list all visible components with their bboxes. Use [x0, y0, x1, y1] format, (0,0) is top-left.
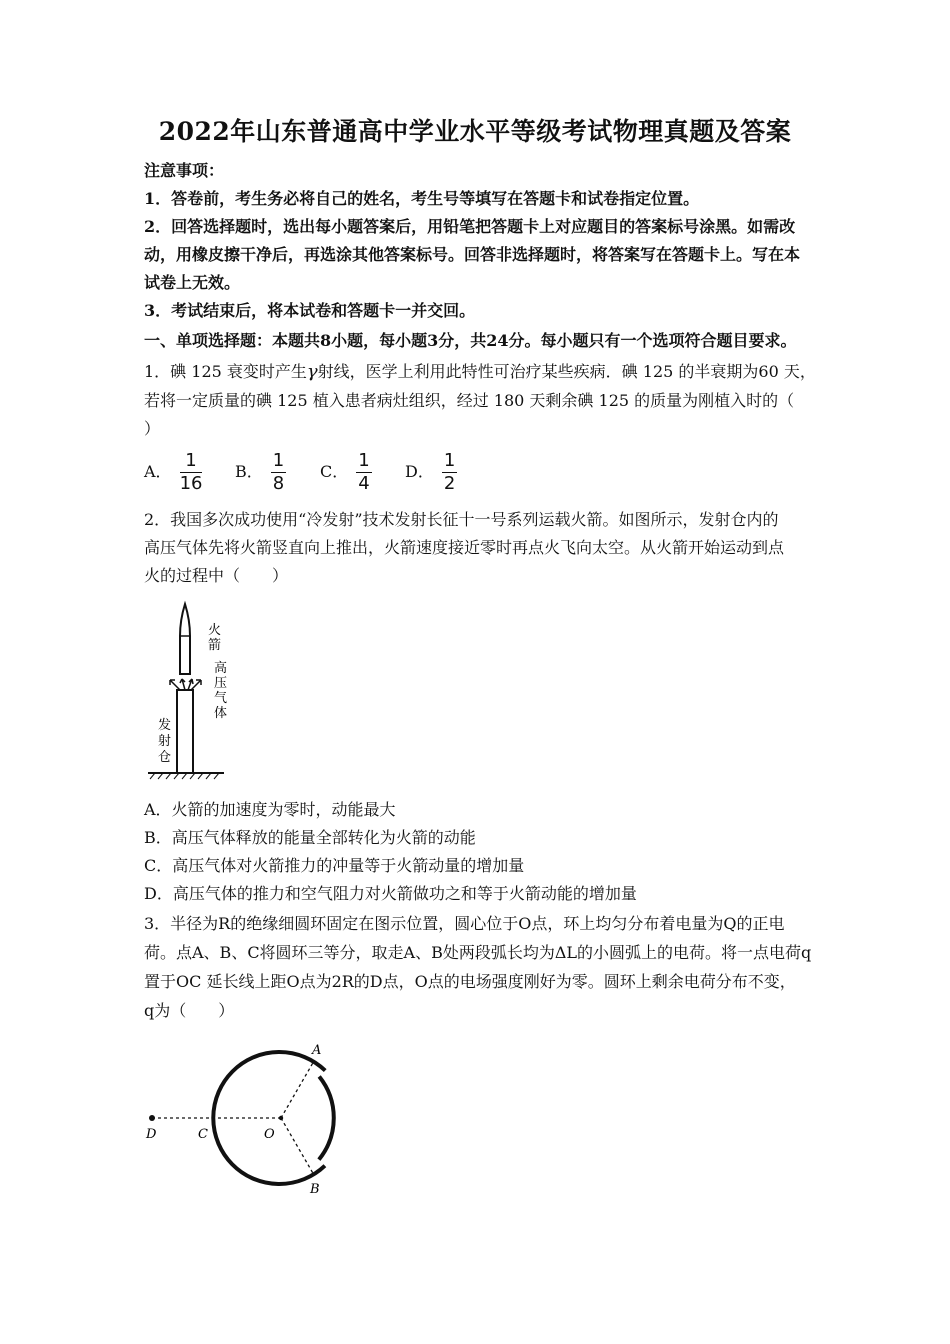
q2-option-c[interactable]: C．高压气体对火箭推力的冲量等于火箭动量的增加量: [144, 856, 525, 875]
q1-line-2: 若将一定质量的碘 125 植入患者病灶组织，经过 180 天剩余碘 125 的质量为刚植入时的（: [144, 391, 795, 410]
numerator: 1: [443, 450, 456, 471]
launch-silo: [177, 690, 193, 773]
label-a: A: [312, 1043, 322, 1058]
rocket-label-char: 火: [208, 623, 222, 638]
gas-label-char: 气: [214, 691, 228, 706]
numerator: 1: [358, 450, 370, 471]
gas-label-char: 压: [214, 676, 228, 691]
option-label: D．: [405, 462, 434, 481]
fraction: [356, 450, 371, 495]
rocket-launch-figure: [144, 596, 254, 780]
section-heading: 一、单项选择题：本题共8小题，每小题3分，共24分。每小题只有一个选项符合题目要求。: [144, 331, 797, 350]
q1-text-a: 1．碘 125 衰变时产生: [144, 362, 307, 381]
notes-item-2: 2．回答选择题时，选出每小题答案后，用铅笔把答题卡上对应题目的答案标号涂黑。如需改: [144, 217, 796, 236]
gas-label-char: 高: [214, 661, 228, 676]
rocket: [180, 604, 190, 674]
charged-ring-figure: [138, 1030, 358, 1206]
gas-arrows: [170, 679, 201, 690]
page-title: 2022年山东普通高中学业水平等级考试物理真题及答案: [158, 117, 792, 146]
q1-option-b[interactable]: [235, 450, 292, 495]
point-o: [279, 1116, 283, 1120]
q2-option-b[interactable]: B．高压气体释放的能量全部转化为火箭的动能: [144, 828, 476, 847]
gas-label-char: 体: [214, 706, 228, 721]
denominator: 8: [272, 473, 285, 494]
notes-item-1: 1．答卷前，考生务必将自己的姓名，考生号等填写在答题卡和试卷指定位置。: [144, 189, 700, 208]
option-label: A．: [144, 462, 172, 481]
q2-line-3: 火的过程中（ ）: [144, 566, 289, 585]
q3-line-4: q为（ ）: [144, 1001, 235, 1020]
q2-option-d[interactable]: D．高压气体的推力和空气阻力对火箭做功之和等于火箭动能的增加量: [144, 884, 637, 903]
q3-line-2: 荷。点A、B、C将圆环三等分，取走A、B处两段弧长均为ΔL的小圆弧上的电荷。将一点电荷q: [144, 943, 812, 962]
q2-line-2: 高压气体先将火箭竖直向上推出，火箭速度接近零时再点火飞向太空。从火箭开始运动到点: [144, 538, 785, 557]
gamma-symbol: γ: [306, 361, 318, 382]
q1-text-b: 射线，医学上利用此特性可治疗某些疾病．碘 125 的半衰期为60 天，: [317, 362, 816, 381]
radii: [152, 1061, 314, 1175]
notes-heading: 注意事项：: [144, 161, 225, 180]
label-o: O: [264, 1127, 275, 1142]
notes-item-2-cont: 动，用橡皮擦干净后，再选涂其他答案标号。回答非选择题时，将答案写在答题卡上。写在本: [144, 245, 801, 264]
label-b: B: [310, 1182, 320, 1197]
q2-option-a[interactable]: A．火箭的加速度为零时，动能最大: [144, 800, 396, 819]
numerator: 1: [272, 450, 285, 471]
numerator: 1: [180, 450, 203, 473]
rocket-label: [208, 622, 225, 653]
label-d: D: [146, 1127, 157, 1142]
q1-option-a[interactable]: [144, 450, 208, 495]
silo-label-char: 仓: [158, 750, 172, 765]
rocket-label-char: 箭: [208, 638, 222, 653]
point-d: [149, 1115, 155, 1121]
silo-label: [158, 718, 175, 765]
denominator: 2: [443, 473, 456, 494]
fraction: [271, 450, 286, 495]
q3-line-3: 置于OC 延长线上距O点为2R的D点，O点的电场强度刚好为零。圆环上剩余电荷分布不变，: [144, 972, 796, 991]
denominator: 16: [179, 473, 203, 494]
q1-line-1: [144, 358, 824, 386]
silo-label-char: 发: [158, 718, 172, 733]
q2-line-1: 2．我国多次成功使用“冷发射”技术发射长征十一号系列运载火箭。如图所示，发射仓内的: [144, 510, 779, 529]
gas-label: [214, 660, 231, 721]
silo-label-char: 射: [158, 734, 172, 749]
notes-item-3: 3．考试结束后，将本试卷和答题卡一并交回。: [144, 301, 476, 320]
q3-line-1: 3．半径为R的绝缘细圆环固定在图示位置，圆心位于O点，环上均匀分布着电量为Q的正电: [144, 914, 785, 933]
ring-arc-right: [319, 1077, 334, 1160]
option-label: C．: [320, 462, 349, 481]
label-c: C: [198, 1127, 208, 1142]
notes-item-2-end: 试卷上无效。: [144, 273, 241, 292]
q1-line-3: ）: [144, 419, 161, 438]
denominator: 4: [358, 473, 370, 494]
option-label: B．: [235, 462, 263, 481]
q1-option-c[interactable]: [320, 450, 378, 495]
fraction: [442, 450, 457, 495]
fraction: [180, 450, 203, 495]
q1-option-d[interactable]: [405, 450, 463, 495]
